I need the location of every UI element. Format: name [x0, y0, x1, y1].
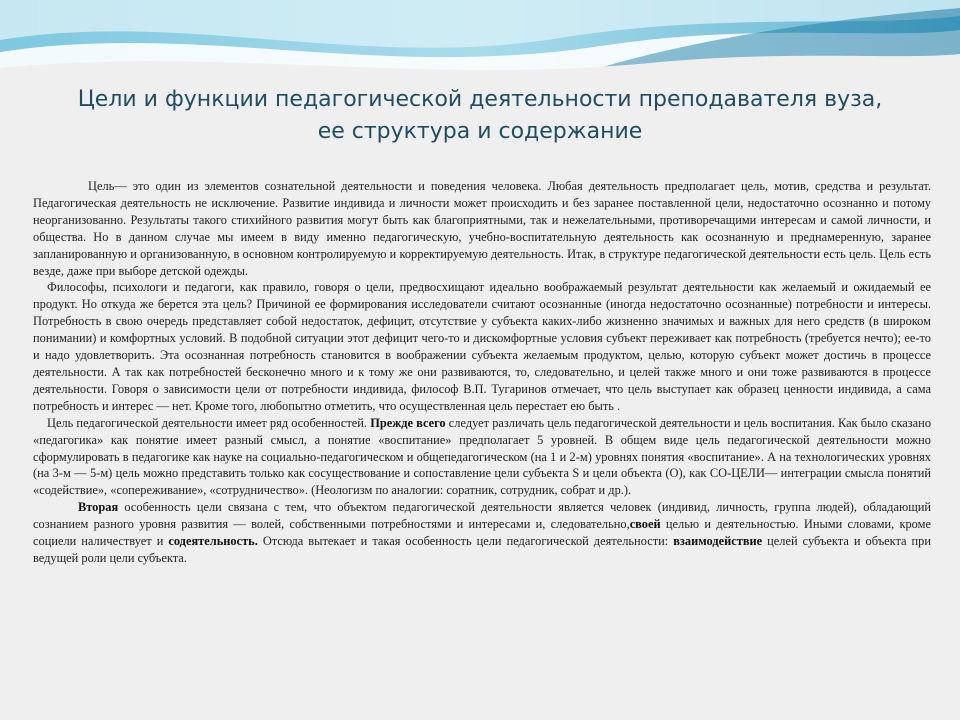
- emphasis-own: своей: [629, 517, 661, 532]
- slide-title-line-2: ее структура и содержание: [317, 119, 643, 144]
- paragraph-goal-definition: Цель— это один из элементов сознательной деятельности и поведения человека. Любая деятельность предполагает цель, мотив, средства и результат. Педагогическая деятельность не исключение. Развитие индивида и личности может происходить и без заранее поставленной цели, недостаточно осознанно и потому неорганизованно. Результаты такого стихийного развития могут быть как благоприятными, так и нежелательными, противоречащими интересам и самой личности, и общества. Но в данном случае мы имеем в виду именно педагогическую, учебно-воспитательную деятельность как осознанную и преднамеренную, заранее запланированную и организованную, в основном контролируемую и корректируемую деятельность. Итак, в структуре педагогической деятельности есть цель. Цель есть везде, даже при выборе детской одежды.: [33, 179, 931, 278]
- paragraph-first-feature: [33, 415, 931, 500]
- slide-body: [33, 178, 931, 567]
- slide-title: [40, 84, 920, 148]
- emphasis-interaction: взаимодействие: [673, 534, 763, 549]
- paragraph-first-feature-rest: следует различать цель педагогической деятельности и цель воспитания. Как было сказано «педагогика» как понятие имеет разный смысл, а понятие «воспитание» предполагает 5 уровней. В общем виде цель педагогической деятельности можно сформулировать в педагогике как науке на социально-педагогическом и общепедагогическом (на 1 и 2-м) уровнях понятия «воспитание». А на технологических уровнях (на 3-м — 5-м) цель можно представить только как сосуществование и сопоставление цели субъекта S и цели объекта (О), как СО-ЦЕЛИ— интеграции смысла понятий «содействие», «сопереживание», «сотрудничество». (Неологизм по аналогии: соратник, сотрудник, собрат и др.).: [33, 415, 932, 498]
- paragraph-first-feature-lead: Цель педагогической деятельности имеет ряд особенностей.: [47, 415, 371, 430]
- paragraph-second-feature-text-2: целью и деятельностью. Иными словами, кроме социели наличествует и: [33, 517, 931, 549]
- emphasis-co-activity: содеятельность.: [168, 534, 258, 549]
- paragraph-second-feature: [33, 499, 931, 567]
- paragraph-goal-origin: Философы, психологи и педагоги, как правило, говоря о цели, предвосхищают идеально воображаемый результат деятельности как желаемый и ожидаемый ее продукт. Но откуда же берется эта цель? Причиной ее формирования исследователи считают осознанные (иногда недостаточно осознанные) потребности и интересы. Потребность в свою очередь представляет собой недостаток, дефицит, отсутствие у субъекта каких-либо жизненно значимых и важных для него средств (в широком понимании) и комфортных условий. В подобной ситуации этот дефицит чего-то и дискомфортные условия субъект переживает как потребность (требуется нечто); ее-то и надо удовлетворить. Эта осознанная потребность становится в воображении субъекта желаемым продуктом, целью, которую субъект может достичь в процессе деятельности. А так как потребностей бесконечно много и к тому же они развиваются, то, следовательно, и целей также много и они тоже развиваются в процессе деятельности. Говоря о зависимости цели от потребности индивида, философ В.П. Тугаринов отмечает, что цель выступает как образец ценности индивида, а сама потребность и интерес — нет. Кроме того, любопытно отметить, что осуществленная цель перестает ею быть .: [33, 280, 931, 413]
- paragraph-second-feature-text-3: Отсюда вытекает и такая особенность цели педагогической деятельности:: [257, 534, 674, 549]
- decorative-wave-banner: [0, 0, 960, 80]
- paragraph-second-feature-text-4: целей субъекта и объекта при ведущей роли цели субъекта.: [33, 534, 931, 565]
- paragraph-second-feature-text-1: особенность цели связана с тем, что объектом педагогической деятельности является человек (индивид, личность, группа людей), обладающий сознанием разного уровня развития — волей, собственными потребностями и интересами и, следовательно,: [33, 500, 931, 532]
- emphasis-first-of-all: Прежде всего: [370, 415, 446, 430]
- emphasis-second: Вторая: [78, 500, 119, 515]
- slide-title-line-1: Цели и функции педагогической деятельности преподавателя вуза,: [77, 87, 883, 112]
